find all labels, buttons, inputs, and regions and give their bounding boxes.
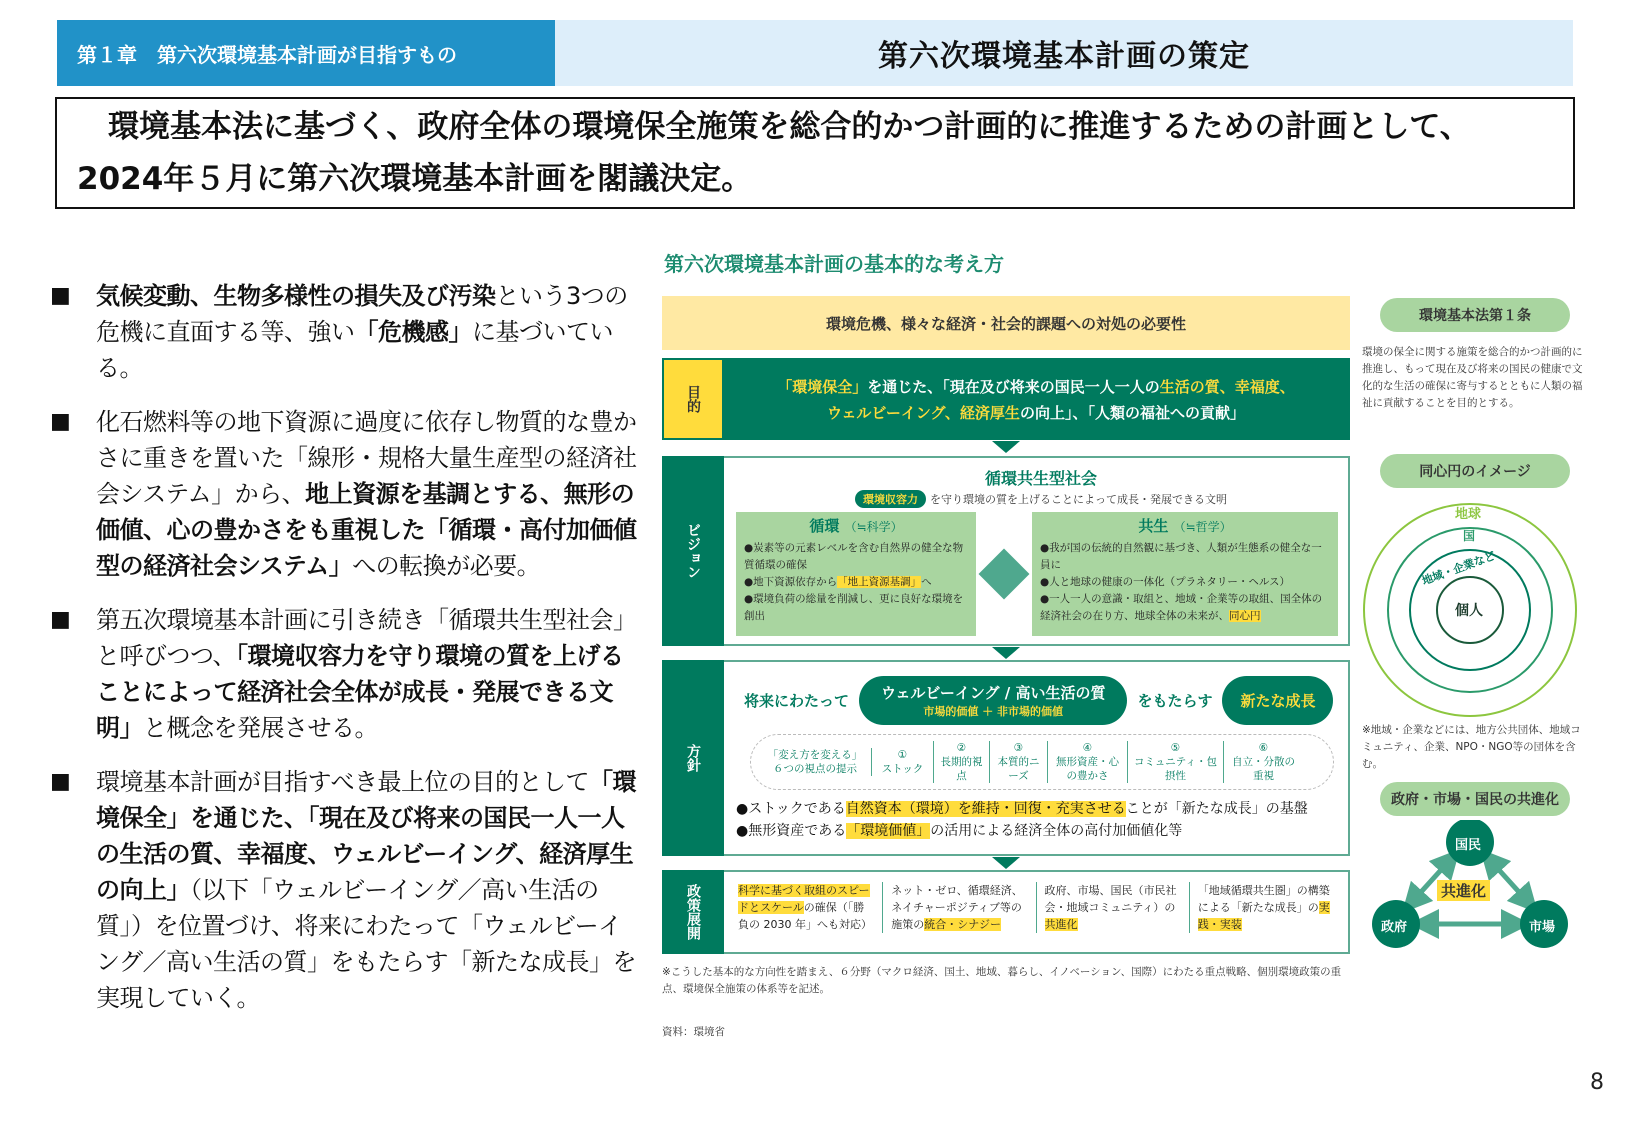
- coevolution-title: 政府・市場・国民の共進化: [1380, 782, 1570, 816]
- bullet-text: 第五次環境基本計画に引き続き「循環共生型社会」と呼びつつ、: [96, 606, 637, 670]
- new-growth-pill: 新たな成長: [1222, 676, 1333, 725]
- bidirectional-arrow-icon: [979, 549, 1030, 600]
- circle-label-individual: 個人: [1455, 603, 1483, 619]
- law-article-text: 環境の保全に関する施策を総合的かつ計画的に推進し、もって現在及び将来の国民の健康で文化的な生活の確保に寄与するとともに人類の福祉に貢献することを目的とする。: [1362, 346, 1583, 409]
- square-bullet-icon: ■: [50, 283, 71, 308]
- figure-note: ※こうした基本的な方向性を踏まえ、６分野（マクロ経済、国土、地域、暮らし、イノベーション、国際）にわたる重点戦略、個別環境政策の重点、環境保全施策の体系等を記述。: [662, 966, 1342, 995]
- vision-label: ビジョン: [662, 456, 724, 646]
- bullet-item: [50, 764, 640, 1016]
- node-citizens: 国民: [1455, 838, 1482, 853]
- bullet-bold: 地上資源を基調とする、無形の価値、心の豊かさをも重視した「循環・高付加価値型の経済社会システム」: [96, 480, 637, 580]
- down-arrow-icon: [992, 857, 1020, 869]
- bullet-text: に基づいている。: [96, 318, 613, 382]
- vision-heading: 循環共生型社会: [984, 469, 1097, 488]
- deployment-column: 「地域循環共生圏」の構築による「新たな成長」の実践・実装: [1189, 882, 1342, 933]
- source-credit: 資料：環境省: [662, 1026, 725, 1038]
- law-article-title: 環境基本法第１条: [1380, 298, 1570, 332]
- purpose-row: [662, 358, 1350, 440]
- figure-title: 第六次環境基本計画の基本的な考え方: [664, 252, 1004, 276]
- bullet-text: と概念を発展させる。: [143, 714, 378, 742]
- policy-row: [662, 660, 1350, 856]
- node-government: 政府: [1381, 920, 1408, 935]
- bullet-item: [50, 278, 640, 386]
- concentric-note: ※地域・企業などには、地方公共団体、地域コミュニティ、企業、NPO・NGO等の団体を含む。: [1362, 724, 1581, 770]
- crisis-banner: 環境危機、様々な経済・社会的課題への対処の必要性: [662, 296, 1350, 350]
- bullet-text: への転換が必要。: [352, 552, 541, 580]
- capacity-pill: 環境収容力: [855, 490, 926, 508]
- bullet-bold: 「環境保全」を通じた、「現在及び将来の国民一人一人の生活の質、幸福度、ウェルビーイング、経済厚生の向上」: [96, 768, 637, 904]
- symbiosis-box: 共生 （≒哲学） ●我が国の伝統的自然観に基づき、人類が生態系の健全な一員に ●人と地球の健康の一体化（プラネタリー・ヘルス） ●一人一人の意識・取組と、地域・企業等の取組、国全体の経済社会の在り方、地球全体の未来が、同心円: [1032, 512, 1338, 636]
- bullet-item: [50, 404, 640, 584]
- bullet-text: 環境基本計画が目指すべき最上位の目的として: [96, 768, 590, 796]
- purpose-text: 「環境保全」を通じた、「現在及び将来の国民一人一人の生活の質、幸福度、 ウェルビーイング、経済厚生の向上」、「人類の福祉への貢献」: [777, 378, 1295, 422]
- deployment-label: 政策展開: [662, 870, 724, 954]
- vision-subtitle: 環境収容力 を守り環境の質を上げることによって成長・発展できる文明: [734, 490, 1348, 508]
- circle-label-nation: 国: [1463, 529, 1476, 543]
- coevolution-badge: 共進化: [1437, 880, 1490, 901]
- six-perspectives: 「変え方を変える」６つの視点の提示 ① ストック ② 長期的視点 ③ 本質的ニーズ ④ 無形資産・心の豊かさ ⑤ コミュニティ・包摂性 ⑥ 自立・分散の重視: [750, 734, 1334, 790]
- circle-label-region: 地域・企業など: [1420, 549, 1498, 588]
- purpose-label: 目的: [662, 358, 724, 440]
- page-number: 8: [1590, 1070, 1604, 1095]
- bullet-bold: 「環境収容力を守り環境の質を上げることによって経済社会全体が成長・発展できる文明」: [96, 642, 624, 742]
- bullet-text: という3つの危機に直面する等、強い: [96, 282, 628, 346]
- down-arrow-icon: [992, 441, 1020, 453]
- deployment-column: ネット・ゼロ、循環経済、ネイチャーポジティブ等の施策の統合・シナジー: [882, 882, 1035, 933]
- vision-row: [662, 456, 1350, 646]
- page-title: 第六次環境基本計画の策定: [555, 20, 1573, 86]
- bullet-item: [50, 602, 640, 746]
- bullet-bold: 気候変動、生物多様性の損失及び汚染: [96, 282, 496, 310]
- deployment-row: [662, 870, 1350, 954]
- policy-headline: 将来にわたって ウェルビーイング / 高い生活の質 市場的価値 ＋ 非市場的価値 をもたらす 新たな成長: [744, 676, 1333, 725]
- policy-bullet: ●ストックである自然資本（環境）を維持・回復・充実させることが「新たな成長」の基盤: [736, 801, 1308, 817]
- node-market: 市場: [1529, 920, 1556, 935]
- bullet-bold: 「危機感」: [354, 318, 472, 346]
- wellbeing-pill: ウェルビーイング / 高い生活の質 市場的価値 ＋ 非市場的価値: [859, 676, 1127, 725]
- policy-bullet: ●無形資産である「環境価値」の活用による経済全体の高付加価値化等: [736, 823, 1183, 839]
- chapter-label: 第１章 第六次環境基本計画が目指すもの: [57, 20, 555, 86]
- bullet-list: [50, 278, 640, 1034]
- deployment-column: 科学に基づく取組のスピードとスケールの確保（「勝負の 2030 年」へも対応）: [738, 884, 872, 931]
- bullet-text: （以下「ウェルビーイング／高い生活の質」）を位置づけ、将来にわたって「ウェルビーイング／高い生活の質」をもたらす「新たな成長」を実現していく。: [96, 876, 637, 1012]
- circle-label-earth: 地球: [1455, 507, 1482, 522]
- square-bullet-icon: ■: [50, 769, 71, 794]
- concentric-title: 同心円のイメージ: [1380, 454, 1570, 488]
- circulation-box: 循環 （≒科学） ●炭素等の元素レベルを含む自然界の健全な物質循環の確保 ●地下資源依存から「地上資源基調」へ ●環境負荷の総量を削減し、更に良好な環境を創出: [736, 512, 976, 636]
- square-bullet-icon: ■: [50, 409, 71, 434]
- deployment-column: 政府、市場、国民（市民社会・地域コミュニティ）の共進化: [1036, 882, 1189, 933]
- policy-label: 方針: [662, 660, 724, 856]
- bullet-text: 化石燃料等の地下資源に過度に依存し物質的な豊かさに重きを置いた「線形・規格大量生産型の経済社会システム」から、: [96, 408, 637, 508]
- lead-summary-box: 環境基本法に基づく、政府全体の環境保全施策を総合的かつ計画的に推進するための計画として、2024年５月に第六次環境基本計画を閣議決定。: [55, 97, 1575, 209]
- square-bullet-icon: ■: [50, 607, 71, 632]
- down-arrow-icon: [992, 647, 1020, 659]
